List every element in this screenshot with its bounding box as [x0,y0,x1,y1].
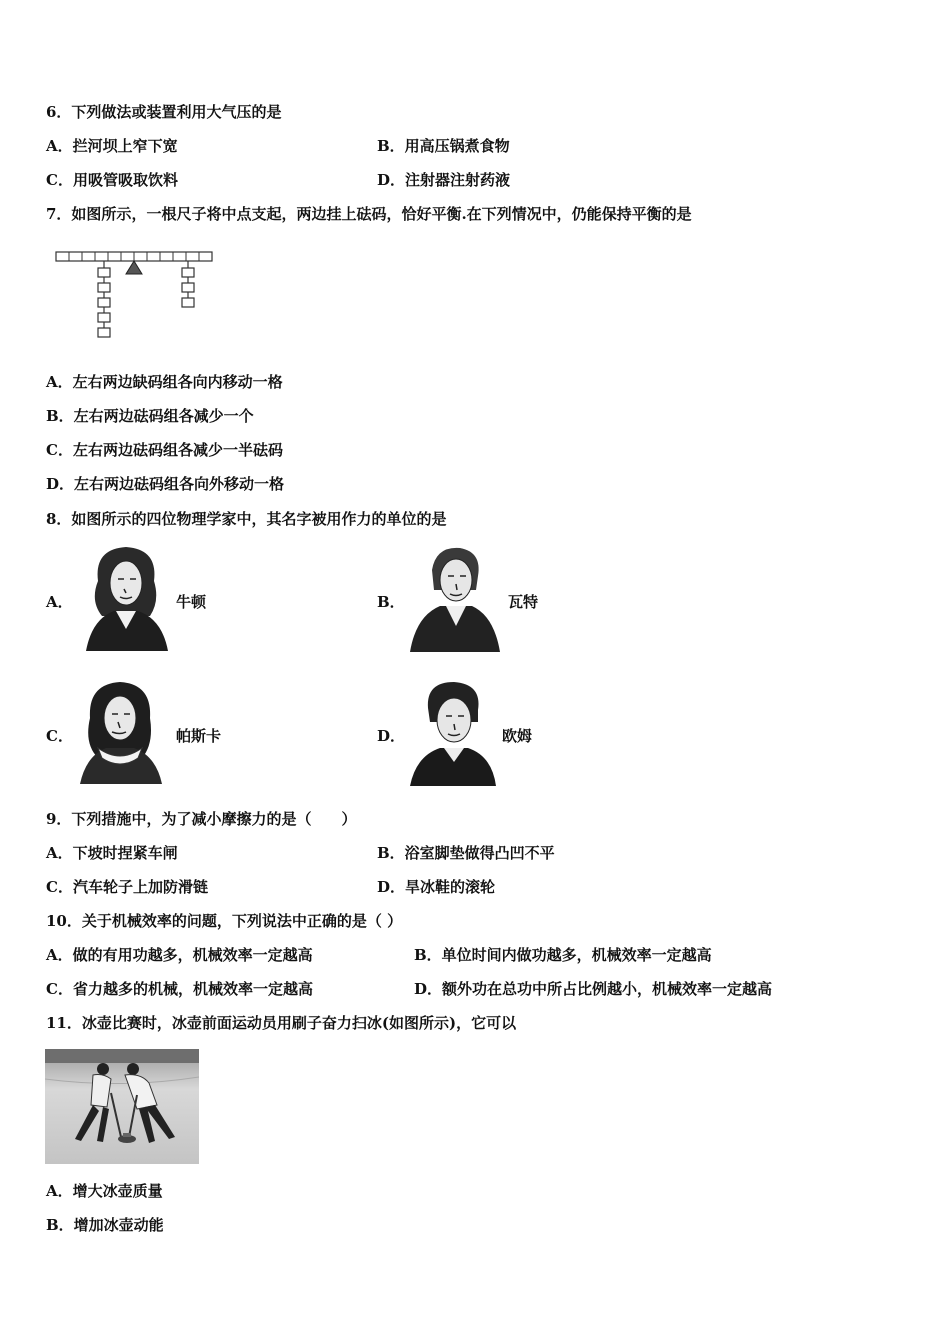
q8-option-a-name: 牛顿 [176,593,207,611]
newton-portrait-image [80,541,172,651]
q8-option-c-name: 帕斯卡 [176,727,222,745]
q9-option-a: A．下坡时捏紧车闸 [46,844,178,862]
curling-photo-image [45,1049,199,1164]
ohm-portrait-image [408,678,498,786]
q10-option-d: D．额外功在总功中所占比例越小，机械效率一定越高 [414,980,773,998]
q11-option-b: B．增加冰壶动能 [46,1216,164,1234]
q6-option-c: C．用吸管吸取饮料 [46,171,178,189]
pascal-portrait-image [76,678,166,784]
q7-option-d: D．左右两边砝码组各向外移动一格 [46,475,285,493]
q9-option-b: B．浴室脚垫做得凸凹不平 [377,844,555,862]
q8-option-b-name: 瓦特 [508,593,539,611]
q8-option-c-letter: C． [46,727,73,745]
q7-stem: 7．如图所示，一根尺子将中点支起，两边挂上砝码，恰好平衡.在下列情况中，仍能保持平衡的是 [46,205,692,223]
lever-balance-figure [52,246,216,346]
watt-portrait-image [406,540,502,652]
q9-stem: 9．下列措施中，为了减小摩擦力的是（ ） [46,810,357,828]
q8-option-b-letter: B． [377,593,405,611]
q8-option-d-letter: D． [377,727,406,745]
q10-stem: 10．关于机械效率的问题，下列说法中正确的是（ ） [46,912,403,930]
q11-option-a: A．增大冰壶质量 [46,1182,163,1200]
q7-option-c: C．左右两边砝码组各减少一半砝码 [46,441,283,459]
q6-stem: 6．下列做法或装置利用大气压的是 [46,103,282,121]
q10-option-a: A．做的有用功越多，机械效率一定越高 [46,946,313,964]
q8-option-d-name: 欧姆 [502,727,533,745]
q6-option-a: A．拦河坝上窄下宽 [46,137,178,155]
q9-option-d: D．旱冰鞋的滚轮 [377,878,496,896]
q11-stem: 11．冰壶比赛时，冰壶前面运动员用刷子奋力扫冰(如图所示)，它可以 [46,1014,517,1032]
q10-option-c: C．省力越多的机械，机械效率一定越高 [46,980,313,998]
q6-option-d: D．注射器注射药液 [377,171,511,189]
q8-option-a-letter: A． [46,593,73,611]
q9-option-c: C．汽车轮子上加防滑链 [46,878,208,896]
q10-option-b: B．单位时间内做功越多，机械效率一定越高 [414,946,712,964]
q7-option-a: A．左右两边缺码组各向内移动一格 [46,373,283,391]
q7-option-b: B．左右两边砝码组各减少一个 [46,407,254,425]
q8-stem: 8．如图所示的四位物理学家中，其名字被用作力的单位的是 [46,510,447,528]
q6-option-b: B．用高压锅煮食物 [377,137,510,155]
